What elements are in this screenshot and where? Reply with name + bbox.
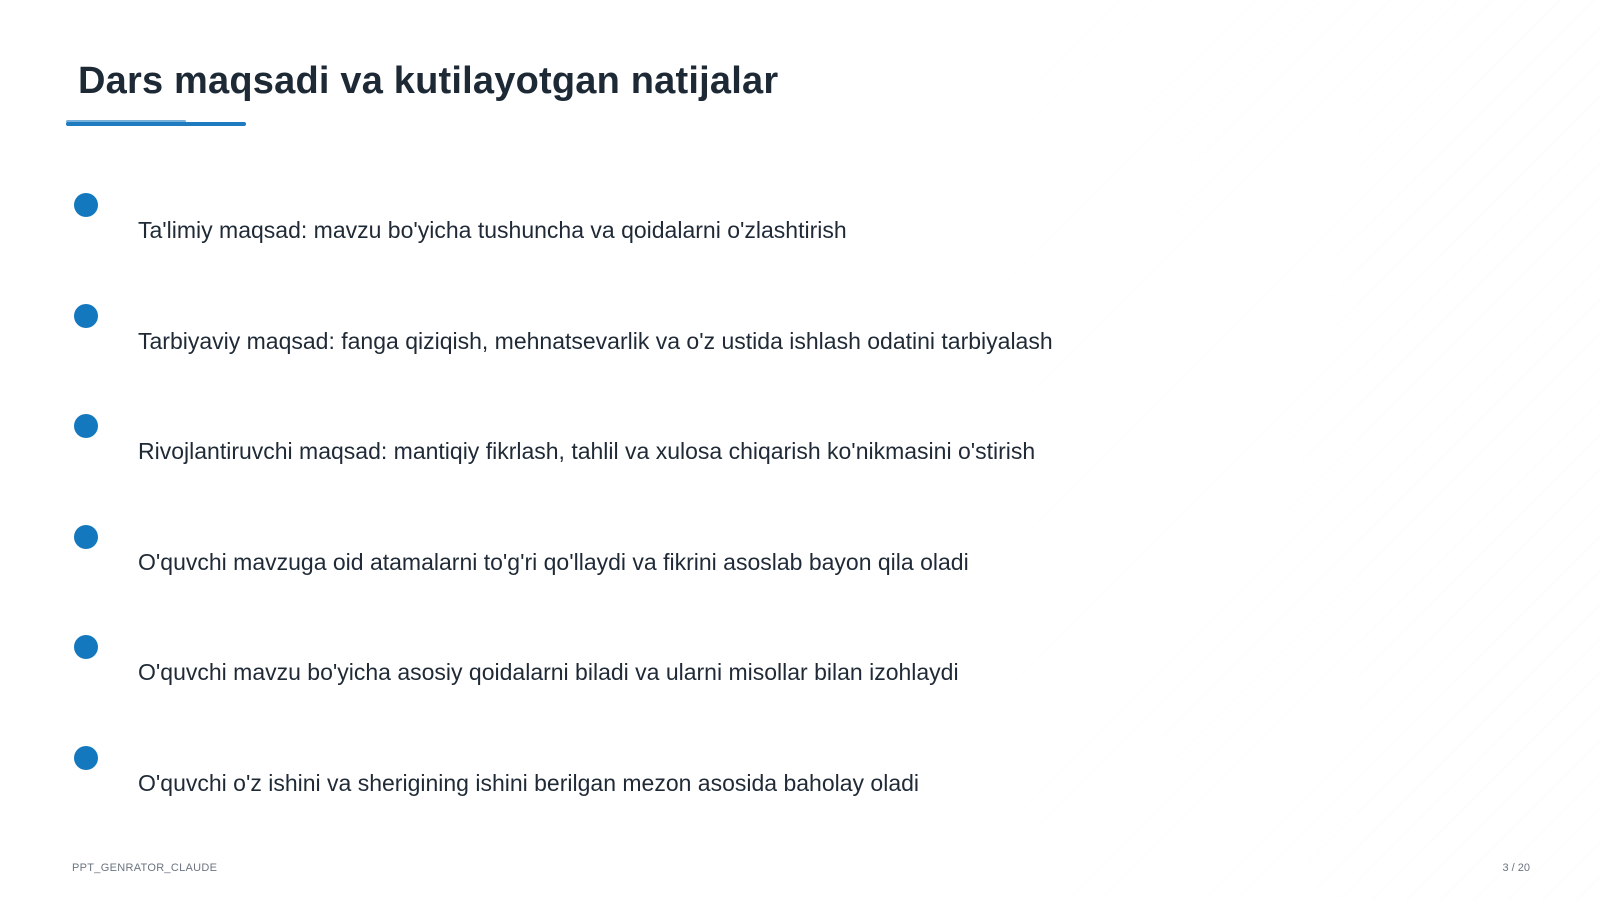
bullet-dot-icon [74,525,98,549]
bullet-text: O'quvchi mavzu bo'yicha asosiy qoidalarni biladi va ularni misollar bilan izohlaydi [138,659,959,685]
bullet-dot-icon [74,746,98,770]
bullet-text: Rivojlantiruvchi maqsad: mantiqiy fikrlash, tahlil va xulosa chiqarish ko'nikmasini o'stirish [138,438,1036,464]
bullet-dot-icon [74,193,98,217]
bullet-item [74,193,1374,263]
bullet-text: O'quvchi mavzuga oid atamalarni to'g'ri qo'llaydi va fikrini asoslab bayon qila oladi [138,549,969,575]
bullet-item [74,746,1374,816]
page-number: 3 / 20 [1502,862,1530,874]
bullet-text: O'quvchi o'z ishini va sherigining ishini berilgan mezon asosida baholay oladi [138,770,920,796]
bullet-dot-icon [74,635,98,659]
bullet-dot-icon [74,414,98,438]
bullet-dot-icon [74,304,98,328]
bullet-text: Ta'limiy maqsad: mavzu bo'yicha tushuncha va qoidalarni o'zlashtirish [138,217,847,243]
bullet-item [74,304,1374,374]
bullet-text: Tarbiyaviy maqsad: fanga qiziqish, mehnatsevarlik va o'z ustida ishlash odatini tarbiyalash [138,328,1053,354]
slide-title: Dars maqsadi va kutilayotgan natijalar [78,60,779,102]
bullet-item [74,635,1374,705]
bullet-item [74,525,1374,595]
bullet-item [74,414,1374,484]
footer-source-label: PPT_GENRATOR_CLAUDE [72,862,218,874]
